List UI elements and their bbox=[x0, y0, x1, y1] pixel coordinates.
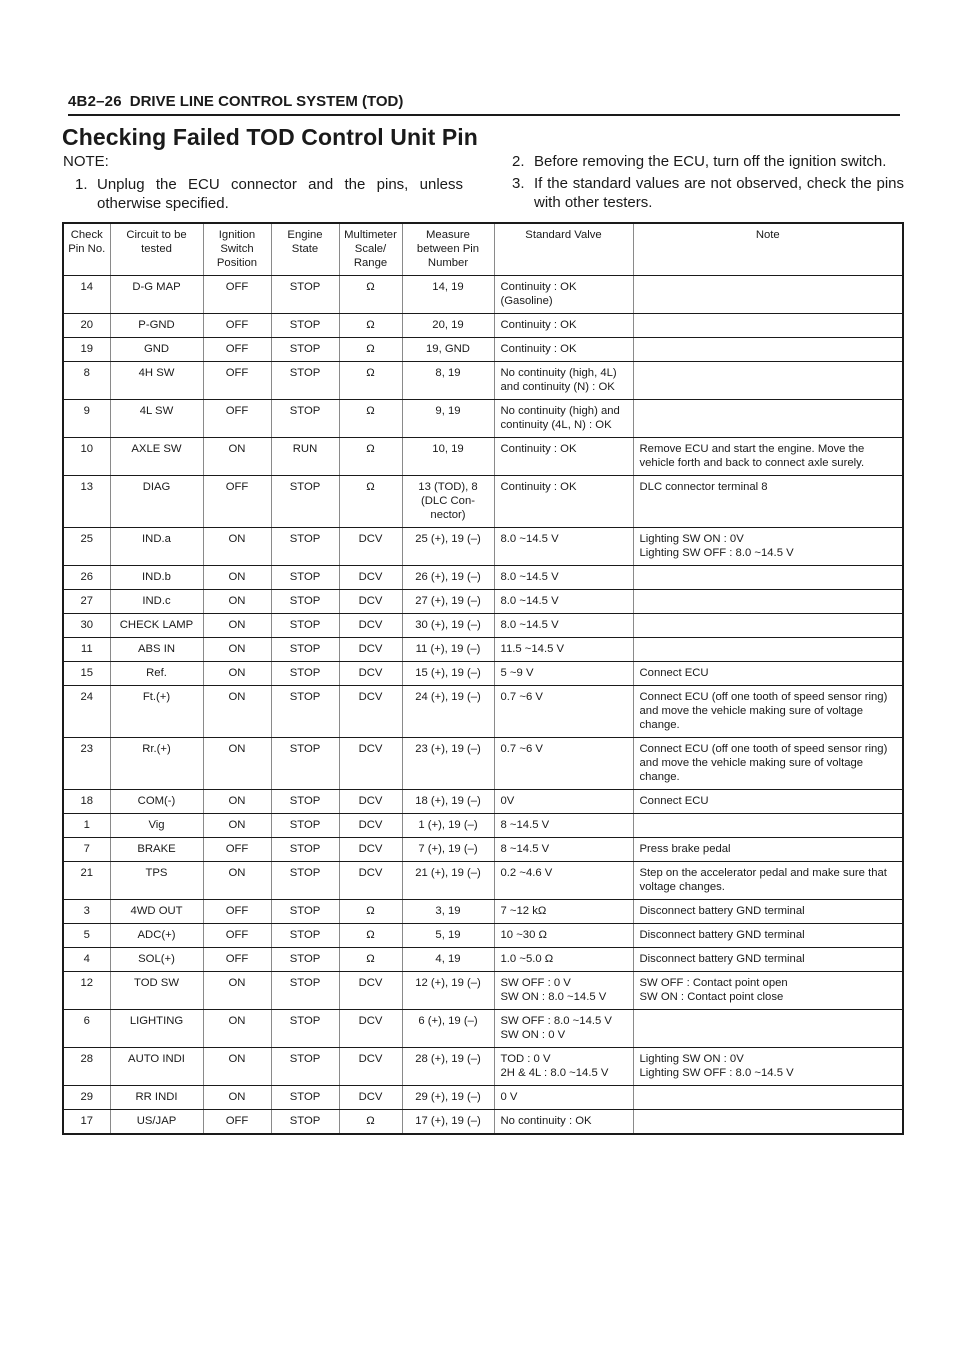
cell-note bbox=[633, 1086, 903, 1110]
cell-circuit: COM(-) bbox=[110, 790, 203, 814]
cell-engine: STOP bbox=[271, 276, 339, 314]
cell-measure: 4, 19 bbox=[402, 948, 494, 972]
cell-pin: 14 bbox=[63, 276, 110, 314]
cell-note: Remove ECU and start the engine. Move the vehicle forth and back to connect axle surely. bbox=[633, 438, 903, 476]
table-row bbox=[63, 862, 903, 900]
cell-engine: STOP bbox=[271, 566, 339, 590]
cell-pin: 17 bbox=[63, 1110, 110, 1135]
cell-circuit: P-GND bbox=[110, 314, 203, 338]
cell-scale: Ω bbox=[339, 362, 402, 400]
cell-standard: No continuity : OK bbox=[494, 1110, 633, 1135]
table-row bbox=[63, 1086, 903, 1110]
table-row bbox=[63, 972, 903, 1010]
cell-circuit: TPS bbox=[110, 862, 203, 900]
cell-note: Connect ECU bbox=[633, 790, 903, 814]
cell-note bbox=[633, 814, 903, 838]
cell-note bbox=[633, 276, 903, 314]
cell-circuit: GND bbox=[110, 338, 203, 362]
cell-note bbox=[633, 1010, 903, 1048]
table-row bbox=[63, 438, 903, 476]
cell-pin: 8 bbox=[63, 362, 110, 400]
cell-standard: 11.5 ~14.5 V bbox=[494, 638, 633, 662]
cell-measure: 14, 19 bbox=[402, 276, 494, 314]
header-measure: Measure between Pin Number bbox=[402, 223, 494, 276]
cell-circuit: 4L SW bbox=[110, 400, 203, 438]
cell-circuit: Ref. bbox=[110, 662, 203, 686]
note-item-number: 2. bbox=[512, 153, 525, 170]
cell-measure: 25 (+), 19 (–) bbox=[402, 528, 494, 566]
cell-engine: STOP bbox=[271, 948, 339, 972]
cell-measure: 23 (+), 19 (–) bbox=[402, 738, 494, 790]
cell-note: Connect ECU (off one tooth of speed sensor ring) and move the vehicle making sure of voltage change. bbox=[633, 686, 903, 738]
cell-pin: 1 bbox=[63, 814, 110, 838]
page-header bbox=[68, 92, 900, 116]
cell-measure: 24 (+), 19 (–) bbox=[402, 686, 494, 738]
cell-ignition: OFF bbox=[203, 948, 271, 972]
cell-standard: 8.0 ~14.5 V bbox=[494, 614, 633, 638]
cell-note: SW OFF : Contact point open SW ON : Contact point close bbox=[633, 972, 903, 1010]
cell-pin: 19 bbox=[63, 338, 110, 362]
cell-ignition: ON bbox=[203, 1048, 271, 1086]
table-row bbox=[63, 738, 903, 790]
cell-standard: TOD : 0 V 2H & 4L : 8.0 ~14.5 V bbox=[494, 1048, 633, 1086]
cell-scale: DCV bbox=[339, 590, 402, 614]
cell-engine: STOP bbox=[271, 790, 339, 814]
cell-scale: DCV bbox=[339, 1010, 402, 1048]
cell-scale: Ω bbox=[339, 948, 402, 972]
cell-circuit: CHECK LAMP bbox=[110, 614, 203, 638]
table-header-row bbox=[63, 223, 903, 276]
cell-ignition: OFF bbox=[203, 476, 271, 528]
cell-standard: Continuity : OK bbox=[494, 338, 633, 362]
cell-standard: 7 ~12 kΩ bbox=[494, 900, 633, 924]
cell-standard: No continuity (high) and continuity (4L, N) : OK bbox=[494, 400, 633, 438]
cell-engine: STOP bbox=[271, 686, 339, 738]
cell-scale: DCV bbox=[339, 1048, 402, 1086]
cell-note: Connect ECU (off one tooth of speed sensor ring) and move the vehicle making sure of voltage change. bbox=[633, 738, 903, 790]
cell-pin: 7 bbox=[63, 838, 110, 862]
table-row bbox=[63, 638, 903, 662]
cell-scale: Ω bbox=[339, 924, 402, 948]
cell-note bbox=[633, 566, 903, 590]
section-number: 4B2–26 bbox=[68, 93, 122, 110]
note-item-number: 1. bbox=[75, 176, 88, 193]
cell-scale: DCV bbox=[339, 790, 402, 814]
cell-standard: Continuity : OK bbox=[494, 438, 633, 476]
cell-ignition: ON bbox=[203, 438, 271, 476]
cell-pin: 3 bbox=[63, 900, 110, 924]
table-row bbox=[63, 900, 903, 924]
cell-engine: STOP bbox=[271, 1110, 339, 1135]
cell-engine: STOP bbox=[271, 662, 339, 686]
cell-ignition: ON bbox=[203, 862, 271, 900]
table-row bbox=[63, 686, 903, 738]
table-row bbox=[63, 1048, 903, 1086]
cell-standard: 8 ~14.5 V bbox=[494, 838, 633, 862]
table-row bbox=[63, 314, 903, 338]
cell-circuit: US/JAP bbox=[110, 1110, 203, 1135]
cell-scale: DCV bbox=[339, 638, 402, 662]
cell-measure: 17 (+), 19 (–) bbox=[402, 1110, 494, 1135]
cell-ignition: OFF bbox=[203, 1110, 271, 1135]
cell-note: Step on the accelerator pedal and make sure that voltage changes. bbox=[633, 862, 903, 900]
cell-circuit: BRAKE bbox=[110, 838, 203, 862]
header-standard: Standard Valve bbox=[494, 223, 633, 276]
cell-standard: 1.0 ~5.0 Ω bbox=[494, 948, 633, 972]
cell-standard: 0V bbox=[494, 790, 633, 814]
cell-ignition: ON bbox=[203, 638, 271, 662]
cell-note bbox=[633, 362, 903, 400]
cell-pin: 18 bbox=[63, 790, 110, 814]
cell-note: Disconnect battery GND terminal bbox=[633, 948, 903, 972]
cell-measure: 15 (+), 19 (–) bbox=[402, 662, 494, 686]
table-row bbox=[63, 476, 903, 528]
table-row bbox=[63, 814, 903, 838]
cell-scale: DCV bbox=[339, 814, 402, 838]
cell-circuit: ABS IN bbox=[110, 638, 203, 662]
cell-standard: No continuity (high, 4L) and continuity (N) : OK bbox=[494, 362, 633, 400]
cell-circuit: ADC(+) bbox=[110, 924, 203, 948]
cell-engine: STOP bbox=[271, 738, 339, 790]
cell-circuit: TOD SW bbox=[110, 972, 203, 1010]
note-right-column bbox=[512, 152, 904, 215]
cell-scale: Ω bbox=[339, 314, 402, 338]
cell-scale: DCV bbox=[339, 566, 402, 590]
cell-measure: 1 (+), 19 (–) bbox=[402, 814, 494, 838]
cell-pin: 11 bbox=[63, 638, 110, 662]
table-body bbox=[63, 276, 903, 1135]
cell-ignition: OFF bbox=[203, 900, 271, 924]
cell-standard: 8.0 ~14.5 V bbox=[494, 566, 633, 590]
cell-ignition: ON bbox=[203, 1010, 271, 1048]
cell-ignition: ON bbox=[203, 790, 271, 814]
cell-scale: DCV bbox=[339, 838, 402, 862]
cell-ignition: OFF bbox=[203, 924, 271, 948]
cell-circuit: D-G MAP bbox=[110, 276, 203, 314]
cell-standard: 8 ~14.5 V bbox=[494, 814, 633, 838]
cell-measure: 8, 19 bbox=[402, 362, 494, 400]
cell-scale: Ω bbox=[339, 400, 402, 438]
cell-standard: 0.7 ~6 V bbox=[494, 686, 633, 738]
cell-engine: STOP bbox=[271, 638, 339, 662]
cell-circuit: IND.a bbox=[110, 528, 203, 566]
header-check-pin: Check Pin No. bbox=[63, 223, 110, 276]
cell-engine: RUN bbox=[271, 438, 339, 476]
cell-measure: 19, GND bbox=[402, 338, 494, 362]
cell-note bbox=[633, 338, 903, 362]
cell-circuit: 4WD OUT bbox=[110, 900, 203, 924]
header-circuit: Circuit to be tested bbox=[110, 223, 203, 276]
cell-ignition: ON bbox=[203, 590, 271, 614]
cell-ignition: ON bbox=[203, 1086, 271, 1110]
cell-note: Connect ECU bbox=[633, 662, 903, 686]
table-row bbox=[63, 1010, 903, 1048]
header-ignition: Ignition Switch Position bbox=[203, 223, 271, 276]
cell-engine: STOP bbox=[271, 528, 339, 566]
cell-scale: DCV bbox=[339, 862, 402, 900]
cell-pin: 13 bbox=[63, 476, 110, 528]
page-title: Checking Failed TOD Control Unit Pin bbox=[62, 124, 478, 150]
cell-measure: 9, 19 bbox=[402, 400, 494, 438]
cell-pin: 15 bbox=[63, 662, 110, 686]
cell-circuit: Vig bbox=[110, 814, 203, 838]
cell-engine: STOP bbox=[271, 1048, 339, 1086]
cell-measure: 13 (TOD), 8 (DLC Con- nector) bbox=[402, 476, 494, 528]
cell-measure: 12 (+), 19 (–) bbox=[402, 972, 494, 1010]
header-engine-state: Engine State bbox=[271, 223, 339, 276]
cell-pin: 6 bbox=[63, 1010, 110, 1048]
cell-note bbox=[633, 314, 903, 338]
cell-engine: STOP bbox=[271, 900, 339, 924]
note-item bbox=[512, 174, 904, 212]
cell-standard: SW OFF : 8.0 ~14.5 V SW ON : 0 V bbox=[494, 1010, 633, 1048]
table-row bbox=[63, 1110, 903, 1135]
cell-scale: DCV bbox=[339, 686, 402, 738]
cell-circuit: IND.c bbox=[110, 590, 203, 614]
cell-ignition: OFF bbox=[203, 362, 271, 400]
table-row bbox=[63, 400, 903, 438]
table-row bbox=[63, 590, 903, 614]
cell-measure: 7 (+), 19 (–) bbox=[402, 838, 494, 862]
table-row bbox=[63, 790, 903, 814]
cell-engine: STOP bbox=[271, 838, 339, 862]
cell-scale: DCV bbox=[339, 528, 402, 566]
cell-circuit: SOL(+) bbox=[110, 948, 203, 972]
cell-note: Lighting SW ON : 0V Lighting SW OFF : 8.0 ~14.5 V bbox=[633, 1048, 903, 1086]
cell-pin: 9 bbox=[63, 400, 110, 438]
cell-standard: 5 ~9 V bbox=[494, 662, 633, 686]
cell-note: Disconnect battery GND terminal bbox=[633, 924, 903, 948]
cell-measure: 29 (+), 19 (–) bbox=[402, 1086, 494, 1110]
cell-note bbox=[633, 614, 903, 638]
cell-ignition: ON bbox=[203, 614, 271, 638]
cell-ignition: ON bbox=[203, 972, 271, 1010]
cell-standard: Continuity : OK bbox=[494, 476, 633, 528]
cell-circuit: IND.b bbox=[110, 566, 203, 590]
cell-measure: 5, 19 bbox=[402, 924, 494, 948]
cell-ignition: ON bbox=[203, 566, 271, 590]
table-row bbox=[63, 924, 903, 948]
cell-standard: 10 ~30 Ω bbox=[494, 924, 633, 948]
cell-engine: STOP bbox=[271, 924, 339, 948]
cell-pin: 28 bbox=[63, 1048, 110, 1086]
table-row bbox=[63, 948, 903, 972]
cell-scale: Ω bbox=[339, 438, 402, 476]
cell-engine: STOP bbox=[271, 814, 339, 838]
cell-ignition: ON bbox=[203, 738, 271, 790]
cell-standard: 8.0 ~14.5 V bbox=[494, 590, 633, 614]
table-row bbox=[63, 338, 903, 362]
cell-scale: DCV bbox=[339, 738, 402, 790]
cell-pin: 24 bbox=[63, 686, 110, 738]
cell-ignition: OFF bbox=[203, 400, 271, 438]
cell-engine: STOP bbox=[271, 862, 339, 900]
cell-standard: Continuity : OK (Gasoline) bbox=[494, 276, 633, 314]
cell-circuit: 4H SW bbox=[110, 362, 203, 400]
cell-measure: 20, 19 bbox=[402, 314, 494, 338]
cell-standard: 8.0 ~14.5 V bbox=[494, 528, 633, 566]
cell-pin: 23 bbox=[63, 738, 110, 790]
cell-ignition: OFF bbox=[203, 276, 271, 314]
cell-ignition: OFF bbox=[203, 838, 271, 862]
cell-engine: STOP bbox=[271, 590, 339, 614]
cell-pin: 5 bbox=[63, 924, 110, 948]
cell-pin: 4 bbox=[63, 948, 110, 972]
cell-scale: DCV bbox=[339, 1086, 402, 1110]
table-row bbox=[63, 614, 903, 638]
cell-standard: Continuity : OK bbox=[494, 314, 633, 338]
cell-note: Press brake pedal bbox=[633, 838, 903, 862]
cell-circuit: RR INDI bbox=[110, 1086, 203, 1110]
cell-measure: 21 (+), 19 (–) bbox=[402, 862, 494, 900]
note-item bbox=[63, 175, 463, 213]
note-label: NOTE: bbox=[63, 153, 109, 170]
cell-engine: STOP bbox=[271, 1086, 339, 1110]
cell-circuit: DIAG bbox=[110, 476, 203, 528]
cell-scale: DCV bbox=[339, 972, 402, 1010]
section-title: DRIVE LINE CONTROL SYSTEM (TOD) bbox=[129, 93, 404, 110]
cell-scale: DCV bbox=[339, 662, 402, 686]
cell-ignition: ON bbox=[203, 814, 271, 838]
cell-circuit: AUTO INDI bbox=[110, 1048, 203, 1086]
cell-measure: 6 (+), 19 (–) bbox=[402, 1010, 494, 1048]
cell-scale: Ω bbox=[339, 476, 402, 528]
cell-standard: 0.2 ~4.6 V bbox=[494, 862, 633, 900]
header-note: Note bbox=[633, 223, 903, 276]
cell-measure: 26 (+), 19 (–) bbox=[402, 566, 494, 590]
cell-note bbox=[633, 590, 903, 614]
cell-engine: STOP bbox=[271, 362, 339, 400]
cell-measure: 3, 19 bbox=[402, 900, 494, 924]
cell-ignition: ON bbox=[203, 662, 271, 686]
table-row bbox=[63, 528, 903, 566]
cell-measure: 28 (+), 19 (–) bbox=[402, 1048, 494, 1086]
cell-engine: STOP bbox=[271, 1010, 339, 1048]
cell-engine: STOP bbox=[271, 476, 339, 528]
cell-pin: 30 bbox=[63, 614, 110, 638]
cell-pin: 10 bbox=[63, 438, 110, 476]
cell-circuit: AXLE SW bbox=[110, 438, 203, 476]
pin-check-table bbox=[62, 222, 904, 1135]
cell-pin: 21 bbox=[63, 862, 110, 900]
cell-standard: 0.7 ~6 V bbox=[494, 738, 633, 790]
cell-pin: 12 bbox=[63, 972, 110, 1010]
cell-engine: STOP bbox=[271, 400, 339, 438]
cell-note bbox=[633, 638, 903, 662]
cell-pin: 26 bbox=[63, 566, 110, 590]
cell-measure: 18 (+), 19 (–) bbox=[402, 790, 494, 814]
table-row bbox=[63, 276, 903, 314]
table-row bbox=[63, 566, 903, 590]
note-item bbox=[512, 152, 904, 171]
table-row bbox=[63, 662, 903, 686]
cell-standard: 0 V bbox=[494, 1086, 633, 1110]
note-item-text: If the standard values are not observed, check the pins with other testers. bbox=[534, 175, 904, 211]
table-row bbox=[63, 362, 903, 400]
cell-scale: Ω bbox=[339, 338, 402, 362]
cell-note: Lighting SW ON : 0V Lighting SW OFF : 8.0 ~14.5 V bbox=[633, 528, 903, 566]
cell-note bbox=[633, 1110, 903, 1135]
note-item-number: 3. bbox=[512, 175, 525, 192]
note-item-text: Unplug the ECU connector and the pins, unless otherwise specified. bbox=[97, 176, 463, 212]
cell-circuit: LIGHTING bbox=[110, 1010, 203, 1048]
cell-measure: 30 (+), 19 (–) bbox=[402, 614, 494, 638]
cell-scale: Ω bbox=[339, 1110, 402, 1135]
cell-note: DLC connector terminal 8 bbox=[633, 476, 903, 528]
cell-ignition: OFF bbox=[203, 338, 271, 362]
cell-engine: STOP bbox=[271, 314, 339, 338]
table-row bbox=[63, 838, 903, 862]
cell-measure: 10, 19 bbox=[402, 438, 494, 476]
cell-scale: Ω bbox=[339, 276, 402, 314]
cell-circuit: Ft.(+) bbox=[110, 686, 203, 738]
header-multimeter: Multimeter Scale/ Range bbox=[339, 223, 402, 276]
cell-engine: STOP bbox=[271, 338, 339, 362]
note-item-text: Before removing the ECU, turn off the ignition switch. bbox=[534, 153, 887, 170]
cell-scale: Ω bbox=[339, 900, 402, 924]
note-left-column bbox=[63, 152, 463, 216]
cell-scale: DCV bbox=[339, 614, 402, 638]
cell-pin: 27 bbox=[63, 590, 110, 614]
cell-note bbox=[633, 400, 903, 438]
cell-circuit: Rr.(+) bbox=[110, 738, 203, 790]
cell-measure: 11 (+), 19 (–) bbox=[402, 638, 494, 662]
cell-ignition: ON bbox=[203, 686, 271, 738]
cell-pin: 29 bbox=[63, 1086, 110, 1110]
cell-measure: 27 (+), 19 (–) bbox=[402, 590, 494, 614]
cell-note: Disconnect battery GND terminal bbox=[633, 900, 903, 924]
cell-ignition: ON bbox=[203, 528, 271, 566]
cell-standard: SW OFF : 0 V SW ON : 8.0 ~14.5 V bbox=[494, 972, 633, 1010]
cell-pin: 25 bbox=[63, 528, 110, 566]
cell-engine: STOP bbox=[271, 614, 339, 638]
cell-ignition: OFF bbox=[203, 314, 271, 338]
cell-pin: 20 bbox=[63, 314, 110, 338]
cell-engine: STOP bbox=[271, 972, 339, 1010]
